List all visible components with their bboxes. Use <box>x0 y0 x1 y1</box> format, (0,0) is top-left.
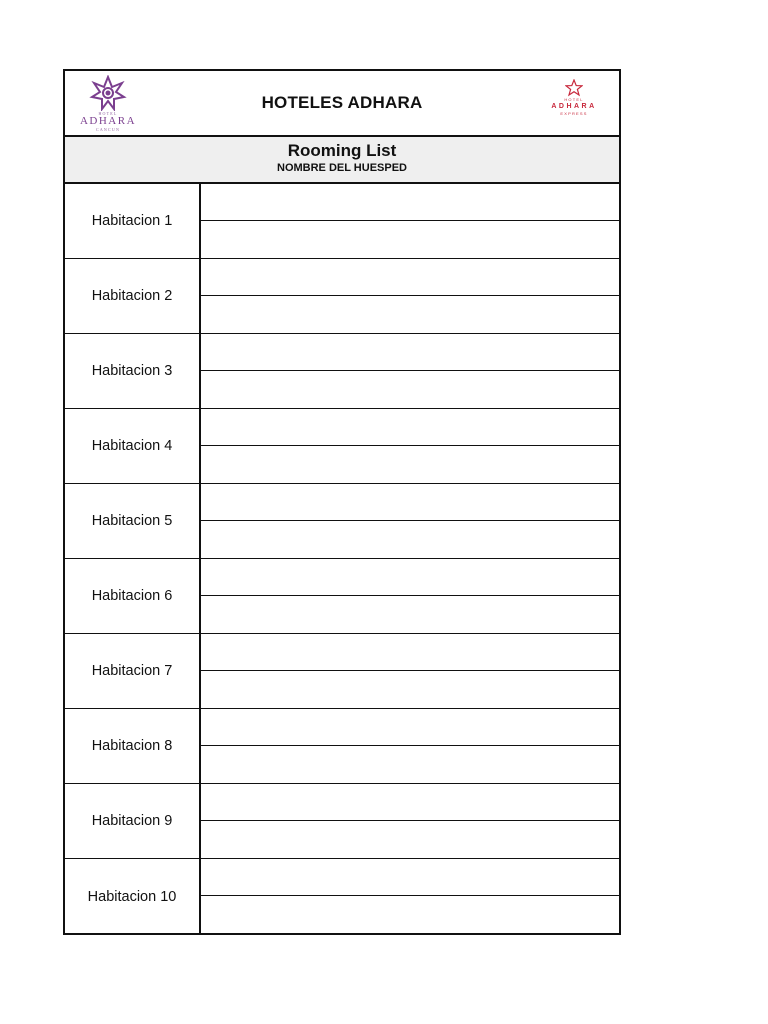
room-label: Habitacion 6 <box>65 559 201 633</box>
rooming-list-title: Rooming List <box>287 141 397 160</box>
room-row <box>65 259 619 334</box>
guest-name-line[interactable] <box>201 896 619 933</box>
hotel-adhara-express-logo <box>543 79 605 129</box>
guest-name-line[interactable] <box>201 709 619 746</box>
logo-left-bottom-text: CANCUN <box>95 127 121 132</box>
guest-name-line[interactable] <box>201 821 619 858</box>
star-logo-icon <box>565 79 583 97</box>
guest-name-line[interactable] <box>201 859 619 896</box>
guest-name-column-heading: NOMBRE DEL HUESPED <box>277 162 407 174</box>
guest-name-line[interactable] <box>201 746 619 783</box>
room-label: Habitacion 10 <box>65 859 201 934</box>
logo-left-top-text: HOTEL <box>98 111 118 116</box>
room-label: Habitacion 1 <box>65 184 201 258</box>
page-title: HOTELES ADHARA <box>261 93 423 112</box>
room-row <box>65 334 619 409</box>
guest-name-line[interactable] <box>201 409 619 446</box>
room-label: Habitacion 8 <box>65 709 201 783</box>
guest-name-line[interactable] <box>201 446 619 483</box>
logo-right-brand: ADHARA <box>551 103 597 110</box>
room-label: Habitacion 3 <box>65 334 201 408</box>
guest-name-line[interactable] <box>201 784 619 821</box>
room-label: Habitacion 4 <box>65 409 201 483</box>
guest-name-line[interactable] <box>201 521 619 558</box>
room-row <box>65 709 619 784</box>
room-row <box>65 409 619 484</box>
rooming-list-subheader <box>65 137 619 184</box>
room-row <box>65 634 619 709</box>
room-row <box>65 859 619 934</box>
guest-name-line[interactable] <box>201 334 619 371</box>
guest-name-line[interactable] <box>201 371 619 408</box>
guest-name-line[interactable] <box>201 259 619 296</box>
logo-right-top-text: HOTEL <box>564 97 584 102</box>
header <box>65 71 619 137</box>
guest-name-line[interactable] <box>201 484 619 521</box>
guest-name-line[interactable] <box>201 184 619 221</box>
room-list <box>65 184 619 934</box>
guest-name-line[interactable] <box>201 634 619 671</box>
room-label: Habitacion 7 <box>65 634 201 708</box>
room-label: Habitacion 9 <box>65 784 201 858</box>
logo-left-brand: ADHARA <box>79 115 137 127</box>
room-label: Habitacion 5 <box>65 484 201 558</box>
room-label: Habitacion 2 <box>65 259 201 333</box>
guest-name-line[interactable] <box>201 296 619 333</box>
guest-name-line[interactable] <box>201 559 619 596</box>
guest-name-line[interactable] <box>201 221 619 258</box>
guest-name-line[interactable] <box>201 671 619 708</box>
room-row <box>65 559 619 634</box>
room-row <box>65 784 619 859</box>
room-row <box>65 184 619 259</box>
room-row <box>65 484 619 559</box>
logo-right-bottom-text: EXPRESS <box>560 111 588 116</box>
rooming-list-sheet <box>63 69 621 935</box>
guest-name-line[interactable] <box>201 596 619 633</box>
